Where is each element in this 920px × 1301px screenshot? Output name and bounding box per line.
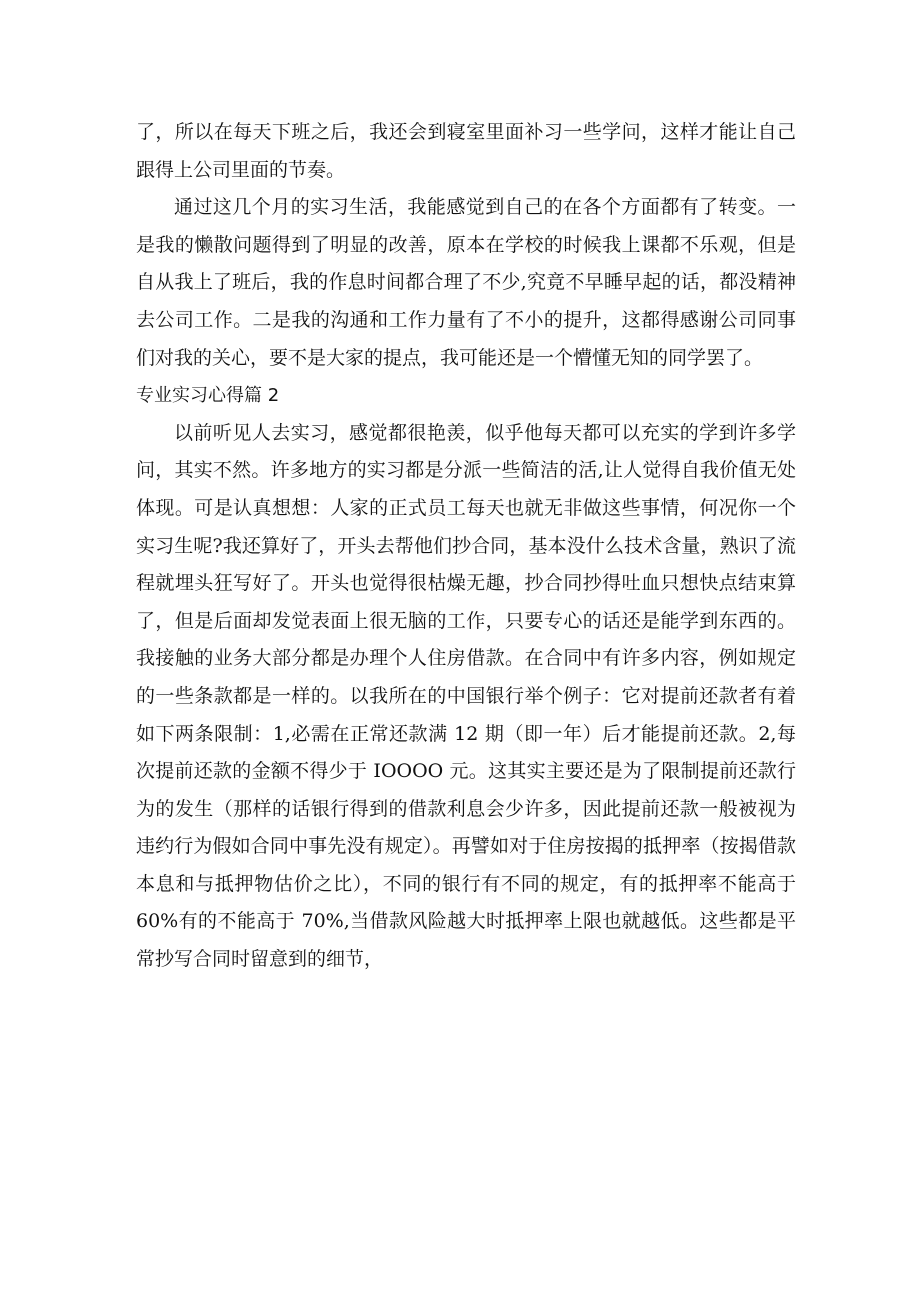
paragraph-internship-changes: 通过这几个月的实习生活，我能感觉到自己的在各个方面都有了转变。一是我的懒散问题得到了明显的改善，原本在学校的时候我上课都不乐观，但是自从我上了班后，我的作息时间都合理了不少,究竟不早睡早起的话，都没精神去公司工作。二是我的沟通和工作力量有了不小的提升，这都得感谢公司同事们对我的关心，要不是大家的提点，我可能还是一个懵懂无知的同学罢了。	[136, 196, 796, 369]
section-heading: 专业实习心得篇 2	[136, 385, 280, 407]
paragraph-internship-experience: 以前听见人去实习，感觉都很艳羡，似乎他每天都可以充实的学到许多学问，其实不然。许多地方的实习都是分派一些简洁的活,让人觉得自我价值无处体现。可是认真想想：人家的正式员工每天也就无非做这些事情，何况你一个实习生呢?我还算好了，开头去帮他们抄合同，基本没什么技术含量，熟识了流程就埋头狂写好了。开头也觉得很枯燥无趣，抄合同抄得吐血只想快点结束算了，但是后面却发觉表面上很无脑的工作，只要专心的话还是能学到东西的。我接触的业务大部分都是办理个人住房借款。在合同中有许多内容，例如规定的一些条款都是一样的。以我所在的中国银行举个例子：它对提前还款者有着如下两条限制：1,必需在正常还款满 12 期（即一年）后才能提前还款。2,每次提前还款的金额不得少于 IOOOO 元。这其实主要还是为了限制提前还款行为的发生（那样的话银行得到的借款利息会少许多，因此提前还款一般被视为违约行为假如合同中事先没有规定）。再譬如对于住房按揭的抵押率（按揭借款本息和与抵押物估价之比），不同的银行有不同的规定，有的抵押率不能高于 60%有的不能高于 70%,当借款风险越大时抵押率上限也就越低。这些都是平常抄写合同时留意到的细节，	[136, 421, 796, 971]
document-body	[136, 114, 796, 979]
paragraph-continuation: 了，所以在每天下班之后，我还会到寝室里面补习一些学问，这样才能让自己跟得上公司里面的节奏。	[136, 121, 796, 181]
